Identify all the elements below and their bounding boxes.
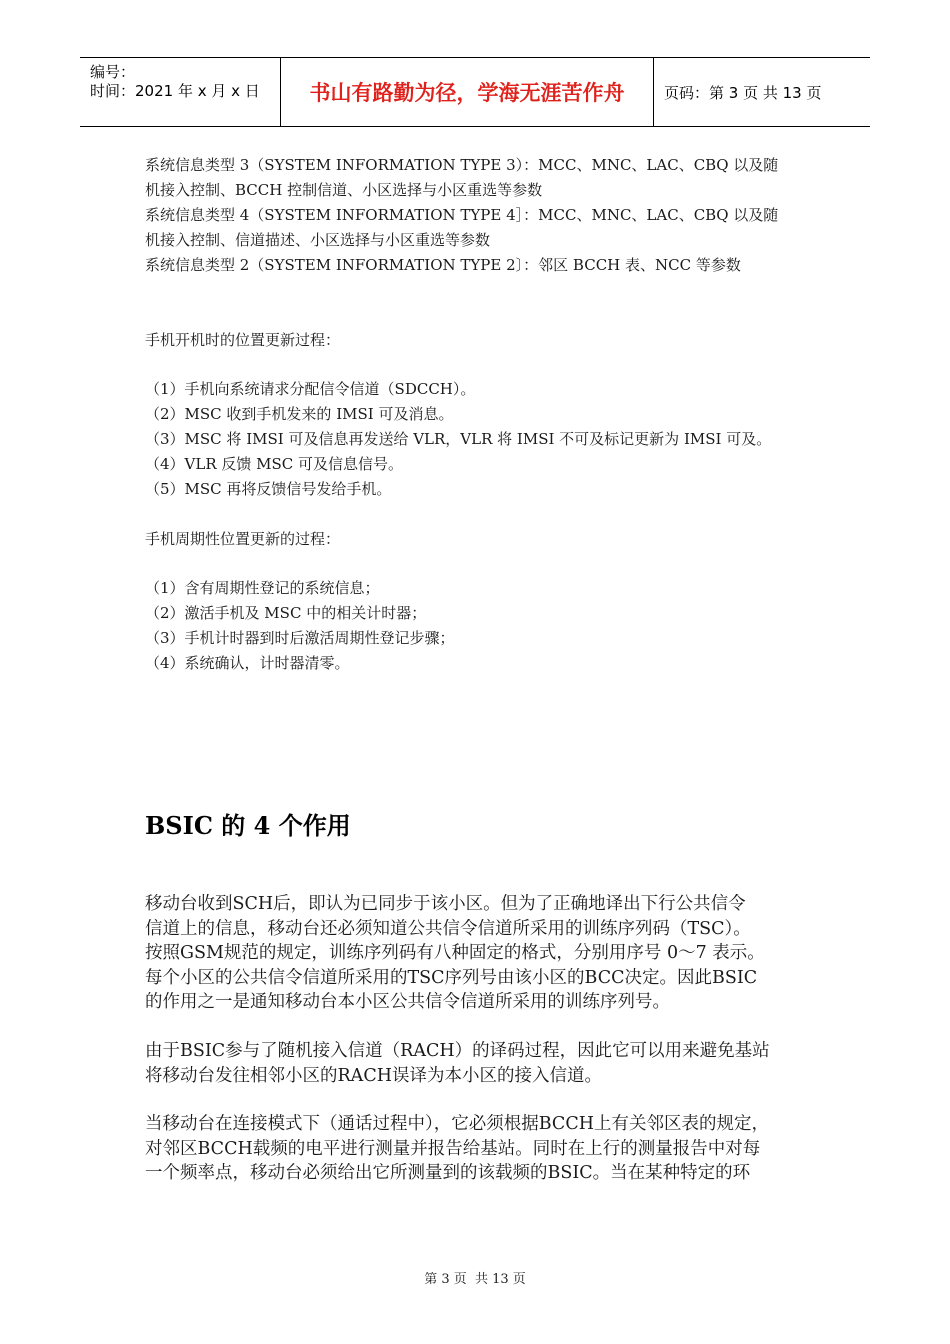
system-info-line: 系统信息类型 3（SYSTEM INFORMATION TYPE 3）：MCC、MNC、LAC、CBQ 以及随 (145, 156, 779, 174)
header-page-info: 页码：第 3 页 共 13 页 (664, 83, 822, 102)
periodic-step: （1）含有周期性登记的系统信息； (145, 579, 380, 597)
header-motto-cell (281, 58, 654, 126)
periodic-step: （3）手机计时器到时后激活周期性登记步骤； (145, 629, 455, 647)
page-footer: 第 3 页 共 13 页 (424, 1272, 526, 1287)
paragraph-line: 的作用之一是通知移动台本小区公共信令信道所采用的训练序列号。 (145, 992, 670, 1012)
periodic-step: （4）系统确认，计时器清零。 (145, 654, 350, 672)
document-number-label: 编号： (90, 63, 136, 81)
periodic-title: 手机周期性位置更新的过程： (145, 530, 341, 548)
paragraph-line: 每个小区的公共信令信道所采用的TSC序列号由该小区的BCC决定。因此BSIC (145, 968, 758, 988)
document-time-label: 时间：2021 年 x 月 x 日 (90, 82, 260, 100)
system-info-line: 系统信息类型 4（SYSTEM INFORMATION TYPE 4］：MCC、MNC、LAC、CBQ 以及随 (145, 206, 779, 224)
periodic-step: （2）激活手机及 MSC 中的相关计时器； (145, 604, 427, 622)
system-info-line: 机接入控制、信道描述、小区选择与小区重选等参数 (145, 231, 491, 249)
page-header (80, 57, 870, 127)
system-info-line: 系统信息类型 2（SYSTEM INFORMATION TYPE 2〕：邻区 BCCH 表、NCC 等参数 (145, 256, 741, 274)
header-motto: 书山有路勤为径，学海无涯苦作舟 (309, 81, 625, 105)
power-on-step: （3）MSC 将 IMSI 可及信息再发送给 VLR，VLR 将 IMSI 不可及标记更新为 IMSI 可及。 (145, 430, 772, 448)
header-page-cell (654, 58, 870, 126)
paragraph-line: 由于BSIC参与了随机接入信道（RACH）的译码过程，因此它可以用来避免基站 (145, 1041, 770, 1061)
power-on-step: （2）MSC 收到手机发来的 IMSI 可及消息。 (145, 405, 454, 423)
paragraph-line: 按照GSM规范的规定，训练序列码有八种固定的格式，分别用序号 0～7 表示。 (145, 943, 765, 963)
paragraph-line: 将移动台发往相邻小区的RACH误译为本小区的接入信道。 (145, 1066, 602, 1086)
paragraph-line: 对邻区BCCH载频的电平进行测量并报告给基站。同时在上行的测量报告中对每 (145, 1139, 761, 1159)
paragraph-line: 一个频率点，移动台必须给出它所测量到的该载频的BSIC。当在某种特定的环 (145, 1163, 751, 1183)
paragraph-line: 当移动台在连接模式下（通话过程中），它必须根据BCCH上有关邻区表的规定， (145, 1114, 769, 1134)
system-info-line: 机接入控制、BCCH 控制信道、小区选择与小区重选等参数 (145, 181, 543, 199)
paragraph-line: 移动台收到SCH后，即认为已同步于该小区。但为了正确地译出下行公共信令 (145, 894, 746, 914)
section-heading: BSIC 的 4 个作用 (145, 811, 351, 840)
power-on-title: 手机开机时的位置更新过程： (145, 331, 341, 349)
power-on-step: （5）MSC 再将反馈信号发给手机。 (145, 480, 392, 498)
power-on-step: （4）VLR 反馈 MSC 可及信息信号。 (145, 455, 404, 473)
paragraph-line: 信道上的信息，移动台还必须知道公共信令信道所采用的训练序列码（TSC）。 (145, 919, 751, 939)
header-left-cell (80, 58, 281, 126)
power-on-step: （1）手机向系统请求分配信令信道（SDCCH）。 (145, 380, 476, 398)
